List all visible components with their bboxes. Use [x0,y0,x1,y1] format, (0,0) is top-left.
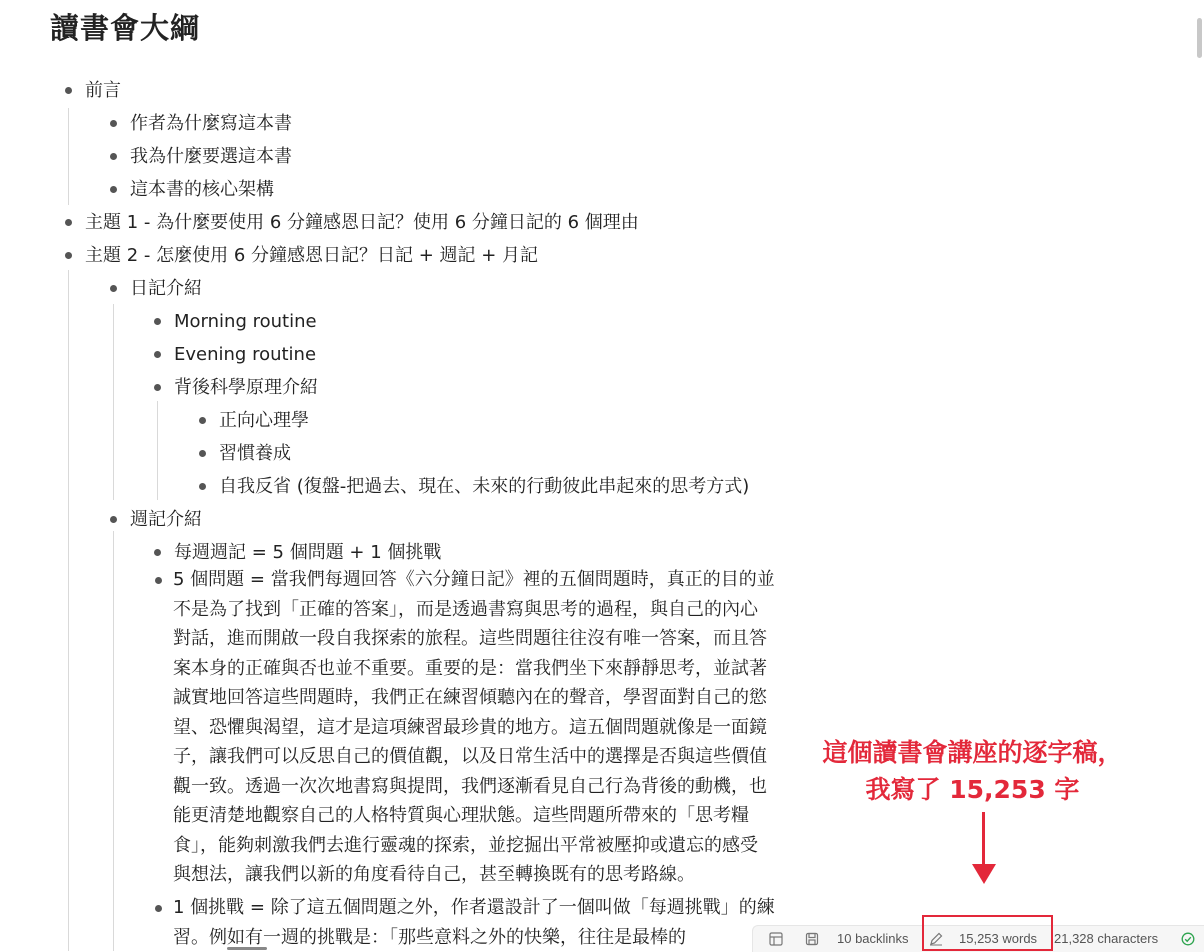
bullet-icon[interactable] [199,417,206,424]
bullet-icon[interactable] [154,318,161,325]
paragraph-line: 誠實地回答這些問題時，我們正在練習傾聽內在的聲音，學習面對自己的慾 [173,683,813,713]
indent-guide [113,531,114,951]
bullet-icon[interactable] [110,516,117,523]
list-item [0,206,830,239]
list-item [0,470,830,503]
paragraph-line: 與想法，讓我們以新的角度看待自己，甚至轉換既有的思考路線。 [173,860,813,890]
cursor-mark [227,947,267,950]
bullet-icon[interactable] [199,450,206,457]
list-item [0,272,830,305]
bullet-icon[interactable] [65,252,72,259]
paragraph-line: 望、恐懼與渴望，這才是這項練習最珍貴的地方。這五個問題就像是一面鏡 [173,713,813,743]
arrow-down-icon [972,864,996,884]
bullet-icon[interactable] [65,219,72,226]
list-item-text: 每週週記 = 5 個問題 + 1 個挑戰 [174,536,441,569]
word-count-highlight [922,915,1053,951]
list-item-text: 主題 1 - 為什麼要使用 6 分鐘感恩日記？使用 6 分鐘日記的 6 個理由 [85,206,639,239]
annotation-callout [800,734,1145,808]
paragraph-line: 食」，能夠刺激我們去進行靈魂的探索，並挖掘出平常被壓抑或遺忘的感受 [173,831,813,861]
list-item-text: 習慣養成 [219,437,291,470]
character-count: 21,328 characters [1054,926,1158,952]
list-item-text: 背後科學原理介紹 [174,371,318,404]
paragraph-line: 案本身的正確與否也並不重要。重要的是：當我們坐下來靜靜思考，並試著 [173,654,813,684]
list-item [0,338,830,371]
list-item-text: Evening routine [174,338,316,371]
bullet-icon[interactable] [154,351,161,358]
paragraph-line: 5 個問題 = 當我們每週回答《六分鐘日記》裡的五個問題時，真正的目的並 [173,565,813,595]
save-icon[interactable] [805,932,819,946]
list-item [0,371,830,404]
annotation-line-2: 我寫了 15,253 字 [800,771,1145,808]
indent-guide [157,401,158,500]
backlinks-count[interactable]: 10 backlinks [837,926,909,952]
sync-check-icon[interactable] [1181,932,1195,946]
list-item-text: 我為什麼要選這本書 [130,140,292,173]
list-item-text: 週記介紹 [130,503,202,536]
list-item [0,173,830,206]
list-item [0,140,830,173]
bullet-icon[interactable] [199,483,206,490]
bullet-icon[interactable] [65,87,72,94]
list-item-paragraph [173,893,813,952]
bullet-icon[interactable] [110,186,117,193]
paragraph-line: 1 個挑戰 = 除了這五個問題之外，作者還設計了一個叫做「每週挑戰」的練 [173,893,813,923]
list-item [0,305,830,338]
bullet-icon [155,577,162,584]
layout-icon[interactable] [769,932,783,946]
page-title: 讀書會大綱 [50,6,200,47]
list-item-paragraph [173,565,813,890]
paragraph-line: 習。例如有一週的挑戰是：「那些意料之外的快樂，往往是最棒的 [173,923,813,952]
paragraph-line: 子，讓我們可以反思自己的價值觀，以及日常生活中的選擇是否與這些價值 [173,742,813,772]
list-item-text: 這本書的核心架構 [130,173,274,206]
scrollbar-thumb[interactable] [1197,18,1202,58]
paragraph-line: 不是為了找到「正確的答案」，而是透過書寫與思考的過程，與自己的內心 [173,595,813,625]
annotation-arrow [982,812,985,870]
list-item [0,404,830,437]
list-item [0,239,830,272]
list-item [0,437,830,470]
bullet-icon[interactable] [110,285,117,292]
list-item-text: 自我反省 (復盤-把過去、現在、未來的行動彼此串起來的思考方式) [219,470,749,503]
paragraph-line: 能更清楚地觀察自己的人格特質與心理狀態。這些問題所帶來的「思考糧 [173,801,813,831]
annotation-line-1: 這個讀書會講座的逐字稿， [800,734,1145,771]
list-item-text: 正向心理學 [219,404,309,437]
bullet-icon [155,905,162,912]
paragraph-line: 觀一致。透過一次次地書寫與提問，我們逐漸看見自己行為背後的動機，也 [173,772,813,802]
list-item [0,107,830,140]
list-item-text: 主題 2 - 怎麼使用 6 分鐘感恩日記？日記 + 週記 + 月記 [85,239,538,272]
bullet-icon[interactable] [154,384,161,391]
indent-guide [68,108,69,205]
list-item-text: 日記介紹 [130,272,202,305]
word-count: 15,253 words [959,926,1037,952]
list-item-text: 前言 [85,74,121,107]
list-item [0,503,830,536]
list-item [0,74,830,107]
paragraph-line: 對話，進而開啟一段自我探索的旅程。這些問題往往沒有唯一答案，而且答 [173,624,813,654]
outline-list [0,74,830,569]
list-item-text: Morning routine [174,305,317,338]
bullet-icon[interactable] [110,153,117,160]
bullet-icon[interactable] [110,120,117,127]
indent-guide [113,304,114,500]
bullet-icon[interactable] [154,549,161,556]
indent-guide [68,270,69,951]
list-item-text: 作者為什麼寫這本書 [130,107,292,140]
